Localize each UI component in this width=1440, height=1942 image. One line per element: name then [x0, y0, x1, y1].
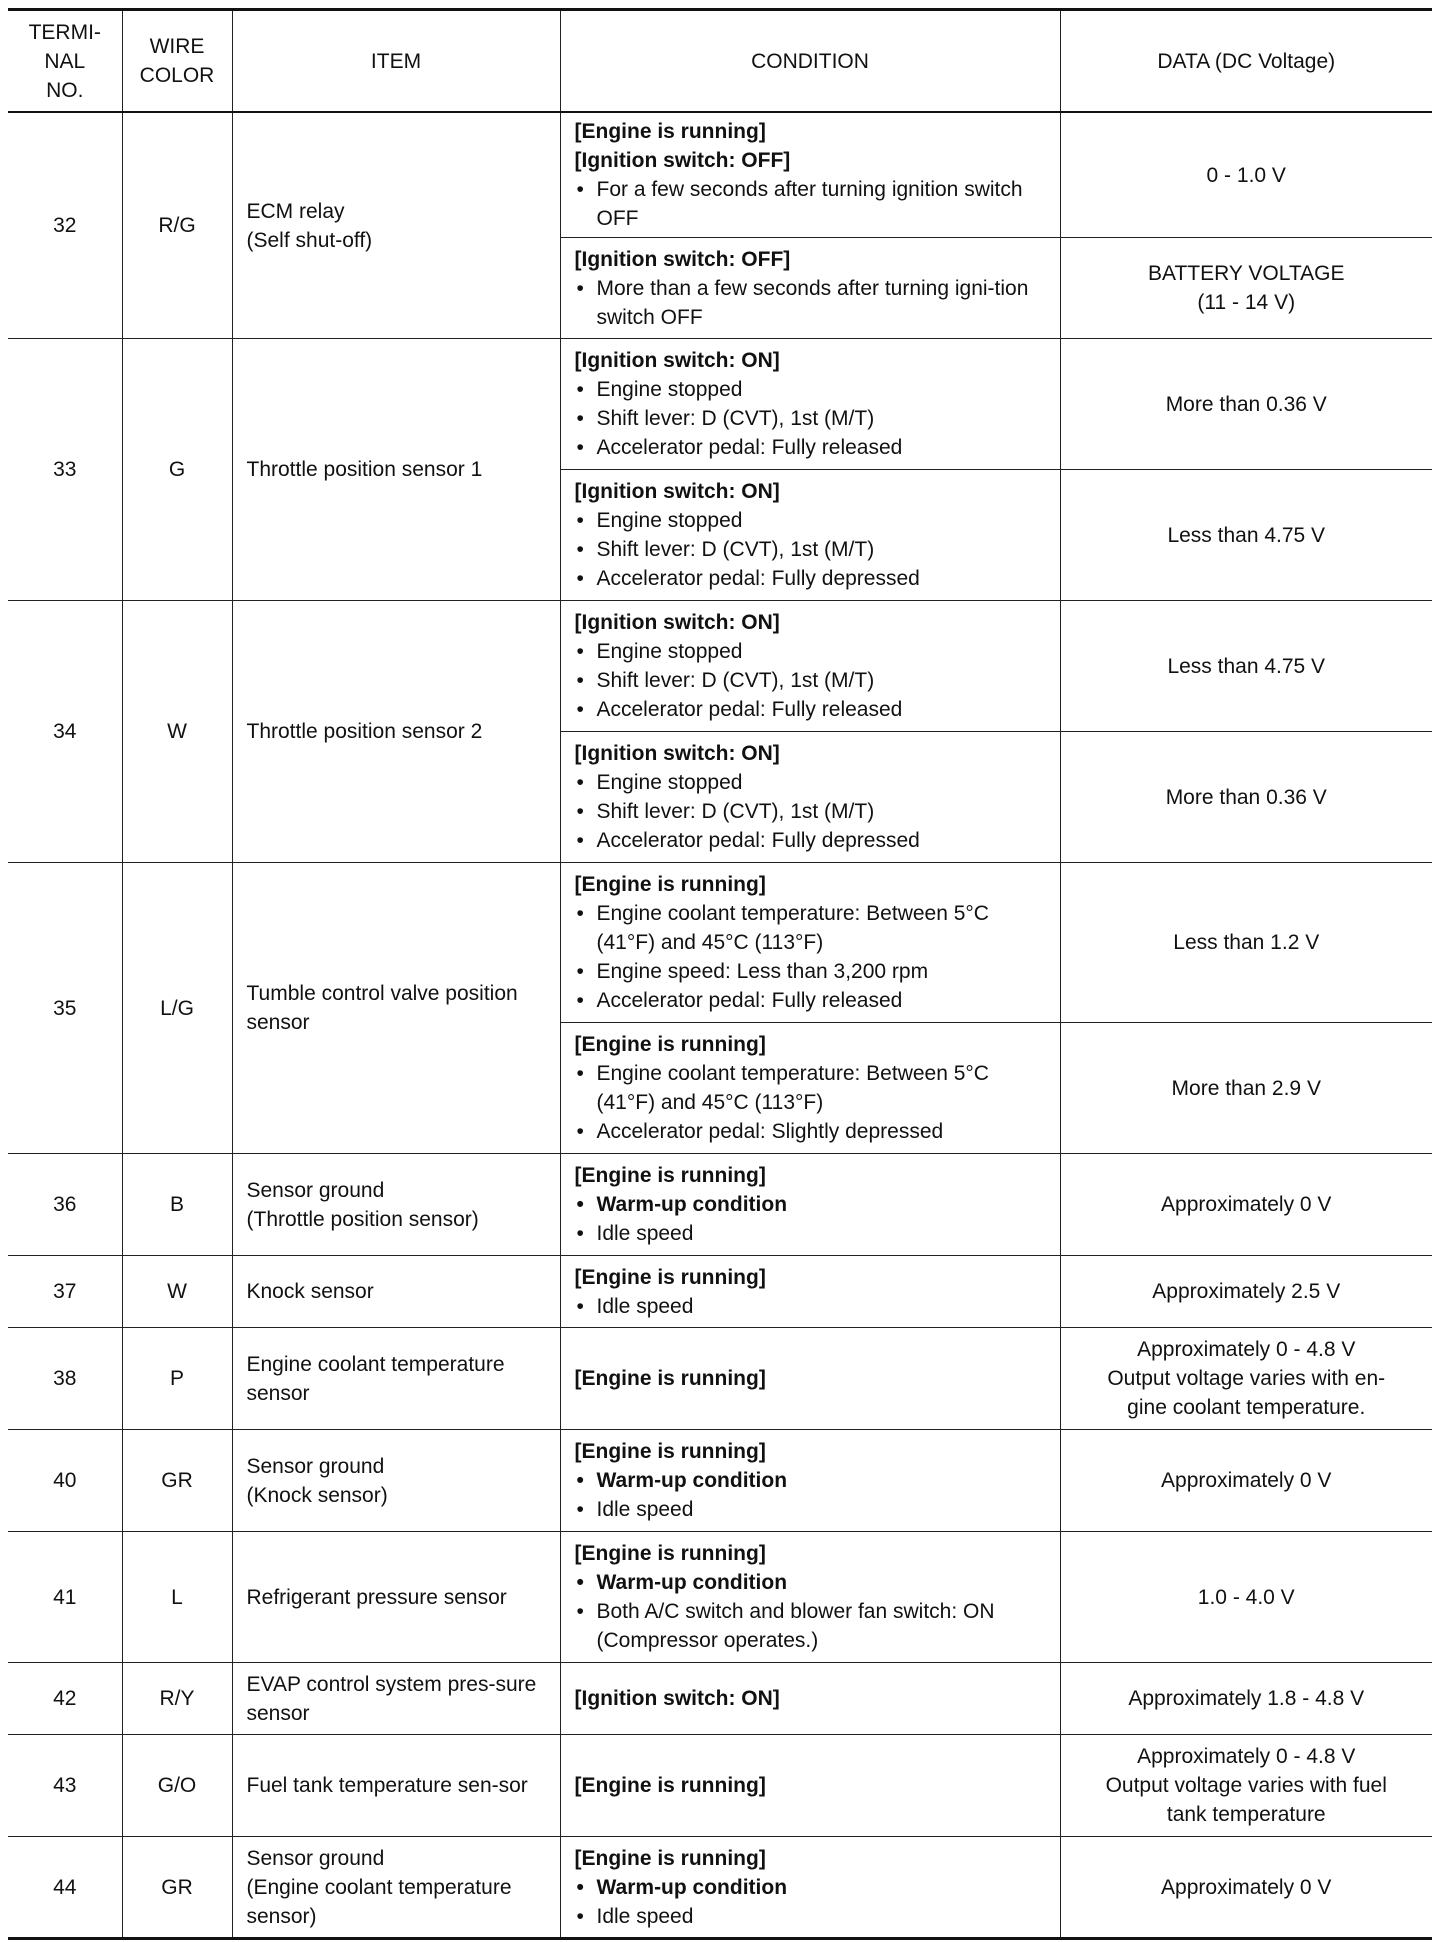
data-voltage-line: Approximately 0 V — [1161, 1193, 1332, 1216]
data-voltage-cell — [1060, 1837, 1432, 1939]
item-cell: Sensor ground (Engine coolant temperature sensor) — [232, 1837, 560, 1939]
condition-cell — [560, 863, 1060, 1023]
text-line: COLOR — [139, 64, 215, 87]
data-voltage-cell — [1060, 1430, 1432, 1532]
data-voltage-line: More than 2.9 V — [1171, 1076, 1321, 1100]
data-voltage-cell — [1060, 1154, 1432, 1256]
data-voltage-line: 0 - 1.0 V — [1206, 163, 1286, 187]
data-voltage-cell — [1060, 1532, 1432, 1663]
text-line: NO. — [46, 78, 84, 102]
condition-bullet: • Shift lever: D (CVT), 1st (M/T) — [575, 535, 1050, 564]
wire-color-cell: GR — [122, 1430, 232, 1532]
condition-bullet: • Idle speed — [575, 1219, 1050, 1248]
terminal-number-cell: 35 — [8, 863, 122, 1154]
data-voltage-line: More than 0.36 V — [1165, 785, 1327, 809]
terminal-number-cell: 40 — [8, 1430, 122, 1532]
data-voltage-line: (11 - 14 V) — [1197, 291, 1296, 314]
condition-bullet: • Warm-up condition — [575, 1568, 1050, 1597]
text-line: NAL — [44, 49, 86, 73]
condition-bullet: • Warm-up condition — [575, 1466, 1050, 1495]
condition-bullet-list — [575, 1292, 1050, 1321]
condition-header: [Engine is running] — [574, 1774, 766, 1797]
condition-cell — [560, 470, 1060, 601]
table-row — [8, 1837, 1432, 1939]
condition-header: [Engine is running] — [574, 1265, 766, 1289]
condition-cell — [560, 1328, 1060, 1430]
terminal-data-table — [8, 8, 1432, 1940]
data-voltage-line: Less than 4.75 V — [1167, 654, 1326, 678]
data-voltage-line: Less than 1.2 V — [1173, 931, 1320, 954]
table-header-row — [8, 10, 1432, 113]
header-data: DATA (DC Voltage) — [1060, 10, 1432, 113]
data-voltage-line: Approximately 2.5 V — [1152, 1280, 1341, 1303]
condition-bullet: • Engine coolant temperature: Between 5°C (41°F) and 45°C (113°F) — [575, 1059, 1050, 1117]
condition-bullet-list — [575, 637, 1050, 724]
data-voltage-line: gine coolant temperature. — [1127, 1396, 1366, 1419]
wire-color-cell: G/O — [122, 1735, 232, 1837]
data-voltage-cell — [1060, 601, 1432, 732]
condition-bullet: • Shift lever: D (CVT), 1st (M/T) — [575, 666, 1050, 695]
terminal-number-cell: 43 — [8, 1735, 122, 1837]
wire-color-cell: R/Y — [122, 1663, 232, 1735]
terminal-number-cell: 42 — [8, 1663, 122, 1735]
condition-bullet: • More than a few seconds after turning igni-tion switch OFF — [575, 274, 1050, 332]
item-cell: Throttle position sensor 2 — [232, 601, 560, 863]
condition-cell — [560, 732, 1060, 863]
data-voltage-line: Output voltage varies with fuel — [1105, 1774, 1387, 1797]
condition-bullet: • Idle speed — [575, 1902, 1050, 1931]
condition-header: [Engine is running] — [574, 1367, 766, 1390]
wire-color-cell: G — [122, 339, 232, 601]
condition-header: [Ignition switch: ON] — [574, 349, 780, 372]
data-voltage-line: Approximately 0 V — [1161, 1875, 1332, 1899]
data-voltage-cell — [1060, 1256, 1432, 1328]
wire-color-cell: L — [122, 1532, 232, 1663]
condition-bullet: • Shift lever: D (CVT), 1st (M/T) — [575, 404, 1050, 433]
condition-bullet: • Engine stopped — [575, 637, 1050, 666]
condition-bullet-list — [575, 1059, 1050, 1146]
condition-bullet-list — [575, 375, 1050, 462]
condition-bullet-list — [575, 1568, 1050, 1655]
condition-bullet: • Shift lever: D (CVT), 1st (M/T) — [575, 797, 1050, 826]
condition-bullet: • Accelerator pedal: Fully depressed — [575, 826, 1050, 855]
terminal-number-cell: 37 — [8, 1256, 122, 1328]
condition-bullet: • Engine stopped — [575, 506, 1050, 535]
table-row — [8, 1256, 1432, 1328]
data-voltage-cell — [1060, 112, 1432, 238]
condition-bullet-list — [575, 1873, 1050, 1931]
condition-header: [Ignition switch: ON] — [574, 480, 780, 503]
condition-bullet: • Warm-up condition — [575, 1873, 1050, 1902]
wire-color-cell: W — [122, 601, 232, 863]
data-voltage-line: Output voltage varies with en- — [1107, 1367, 1386, 1390]
data-voltage-line: Less than 4.75 V — [1167, 523, 1326, 547]
table-row — [8, 112, 1432, 238]
data-voltage-cell — [1060, 470, 1432, 601]
data-voltage-line: tank temperature — [1166, 1803, 1326, 1826]
condition-cell — [560, 1023, 1060, 1154]
terminal-number-cell: 38 — [8, 1328, 122, 1430]
terminal-number-cell: 41 — [8, 1532, 122, 1663]
condition-bullet-list — [575, 506, 1050, 593]
header-terminal-no — [8, 10, 122, 113]
condition-bullet: • Idle speed — [575, 1495, 1050, 1524]
table-row — [8, 1735, 1432, 1837]
condition-bullet: • Accelerator pedal: Fully depressed — [575, 564, 1050, 593]
data-voltage-cell — [1060, 863, 1432, 1023]
table-body — [8, 112, 1432, 1939]
item-cell: Sensor ground (Throttle position sensor) — [232, 1154, 560, 1256]
header-condition: CONDITION — [560, 10, 1060, 113]
wire-color-cell: GR — [122, 1837, 232, 1939]
header-item: ITEM — [232, 10, 560, 113]
condition-cell — [560, 339, 1060, 470]
data-voltage-line: Approximately 0 - 4.8 V — [1137, 1338, 1356, 1361]
condition-cell — [560, 1532, 1060, 1663]
condition-bullet: • Engine speed: Less than 3,200 rpm — [575, 957, 1050, 986]
condition-bullet: • Accelerator pedal: Fully released — [575, 433, 1050, 462]
condition-bullet-list — [575, 1466, 1050, 1524]
condition-header: [Engine is running] — [574, 1846, 766, 1870]
data-voltage-cell — [1060, 1663, 1432, 1735]
condition-bullet: • Both A/C switch and blower fan switch: ON (Compressor operates.) — [575, 1597, 1050, 1655]
terminal-number-cell: 36 — [8, 1154, 122, 1256]
condition-bullet: • Engine stopped — [575, 768, 1050, 797]
item-cell: Knock sensor — [232, 1256, 560, 1328]
condition-cell — [560, 601, 1060, 732]
table-row — [8, 1663, 1432, 1735]
data-voltage-line: More than 0.36 V — [1165, 392, 1327, 416]
item-cell: EVAP control system pres-sure sensor — [232, 1663, 560, 1735]
data-voltage-cell — [1060, 732, 1432, 863]
condition-cell — [560, 1663, 1060, 1735]
terminal-number-cell: 32 — [8, 112, 122, 339]
condition-bullet: • Warm-up condition — [575, 1190, 1050, 1219]
condition-bullet: • Accelerator pedal: Slightly depressed — [575, 1117, 1050, 1146]
data-voltage-line: Approximately 0 V — [1161, 1469, 1332, 1492]
condition-bullet: • Engine stopped — [575, 375, 1050, 404]
condition-bullet: • Accelerator pedal: Fully released — [575, 695, 1050, 724]
table-row — [8, 1430, 1432, 1532]
item-cell: Engine coolant temperature sensor — [232, 1328, 560, 1430]
data-voltage-cell — [1060, 1023, 1432, 1154]
condition-cell — [560, 112, 1060, 238]
table-row — [8, 1328, 1432, 1430]
table-row — [8, 1154, 1432, 1256]
condition-header: [Engine is running] — [574, 1542, 766, 1565]
table-row — [8, 601, 1432, 732]
table-row — [8, 1532, 1432, 1663]
condition-header: [Ignition switch: ON] — [574, 611, 780, 634]
condition-cell — [560, 1735, 1060, 1837]
condition-header: [Engine is running] — [574, 1164, 766, 1187]
condition-bullet-list — [575, 175, 1050, 233]
condition-bullet-list — [575, 899, 1050, 1015]
data-voltage-cell — [1060, 339, 1432, 470]
condition-bullet-list — [575, 1190, 1050, 1248]
condition-header: [Ignition switch: ON] — [574, 1687, 780, 1710]
terminal-number-cell: 34 — [8, 601, 122, 863]
item-cell: Fuel tank temperature sen-sor — [232, 1735, 560, 1837]
condition-cell — [560, 238, 1060, 339]
condition-cell — [560, 1837, 1060, 1939]
data-voltage-line: BATTERY VOLTAGE — [1148, 262, 1345, 285]
condition-bullet: • For a few seconds after turning ignition switch OFF — [575, 175, 1050, 233]
terminal-data-table-wrap — [8, 8, 1432, 1940]
header-wire-color — [122, 10, 232, 113]
data-voltage-cell — [1060, 238, 1432, 339]
item-cell: Refrigerant pressure sensor — [232, 1532, 560, 1663]
data-voltage-cell — [1060, 1735, 1432, 1837]
condition-bullet: • Engine coolant temperature: Between 5°C (41°F) and 45°C (113°F) — [575, 899, 1050, 957]
condition-header: [Engine is running] — [574, 873, 766, 896]
data-voltage-line: Approximately 1.8 - 4.8 V — [1128, 1687, 1365, 1710]
terminal-number-cell: 44 — [8, 1837, 122, 1939]
condition-bullet-list — [575, 768, 1050, 855]
condition-bullet: • Accelerator pedal: Fully released — [575, 986, 1050, 1015]
text-line: TERMI- — [28, 20, 101, 44]
condition-header: [Ignition switch: ON] — [574, 742, 780, 765]
condition-header: [Engine is running] — [574, 1033, 766, 1056]
condition-header: [Engine is running] — [574, 1440, 766, 1463]
item-cell: Throttle position sensor 1 — [232, 339, 560, 601]
table-row — [8, 863, 1432, 1023]
table-row — [8, 339, 1432, 470]
condition-header: [Ignition switch: OFF] — [574, 247, 791, 271]
data-voltage-line: 1.0 - 4.0 V — [1197, 1585, 1295, 1609]
condition-cell — [560, 1430, 1060, 1532]
data-voltage-cell — [1060, 1328, 1432, 1430]
terminal-number-cell: 33 — [8, 339, 122, 601]
wire-color-cell: B — [122, 1154, 232, 1256]
wire-color-cell: R/G — [122, 112, 232, 339]
condition-header: [Engine is running] — [574, 120, 766, 143]
condition-cell — [560, 1154, 1060, 1256]
text-line: WIRE — [149, 35, 205, 58]
data-voltage-line: Approximately 0 - 4.8 V — [1137, 1745, 1356, 1768]
condition-cell — [560, 1256, 1060, 1328]
wire-color-cell: W — [122, 1256, 232, 1328]
wire-color-cell: P — [122, 1328, 232, 1430]
wire-color-cell: L/G — [122, 863, 232, 1154]
item-cell: Sensor ground (Knock sensor) — [232, 1430, 560, 1532]
item-cell: Tumble control valve position sensor — [232, 863, 560, 1154]
item-cell: ECM relay (Self shut-off) — [232, 112, 560, 339]
condition-bullet-list — [575, 274, 1050, 332]
condition-header: [Ignition switch: OFF] — [574, 149, 791, 172]
condition-bullet: • Idle speed — [575, 1292, 1050, 1321]
